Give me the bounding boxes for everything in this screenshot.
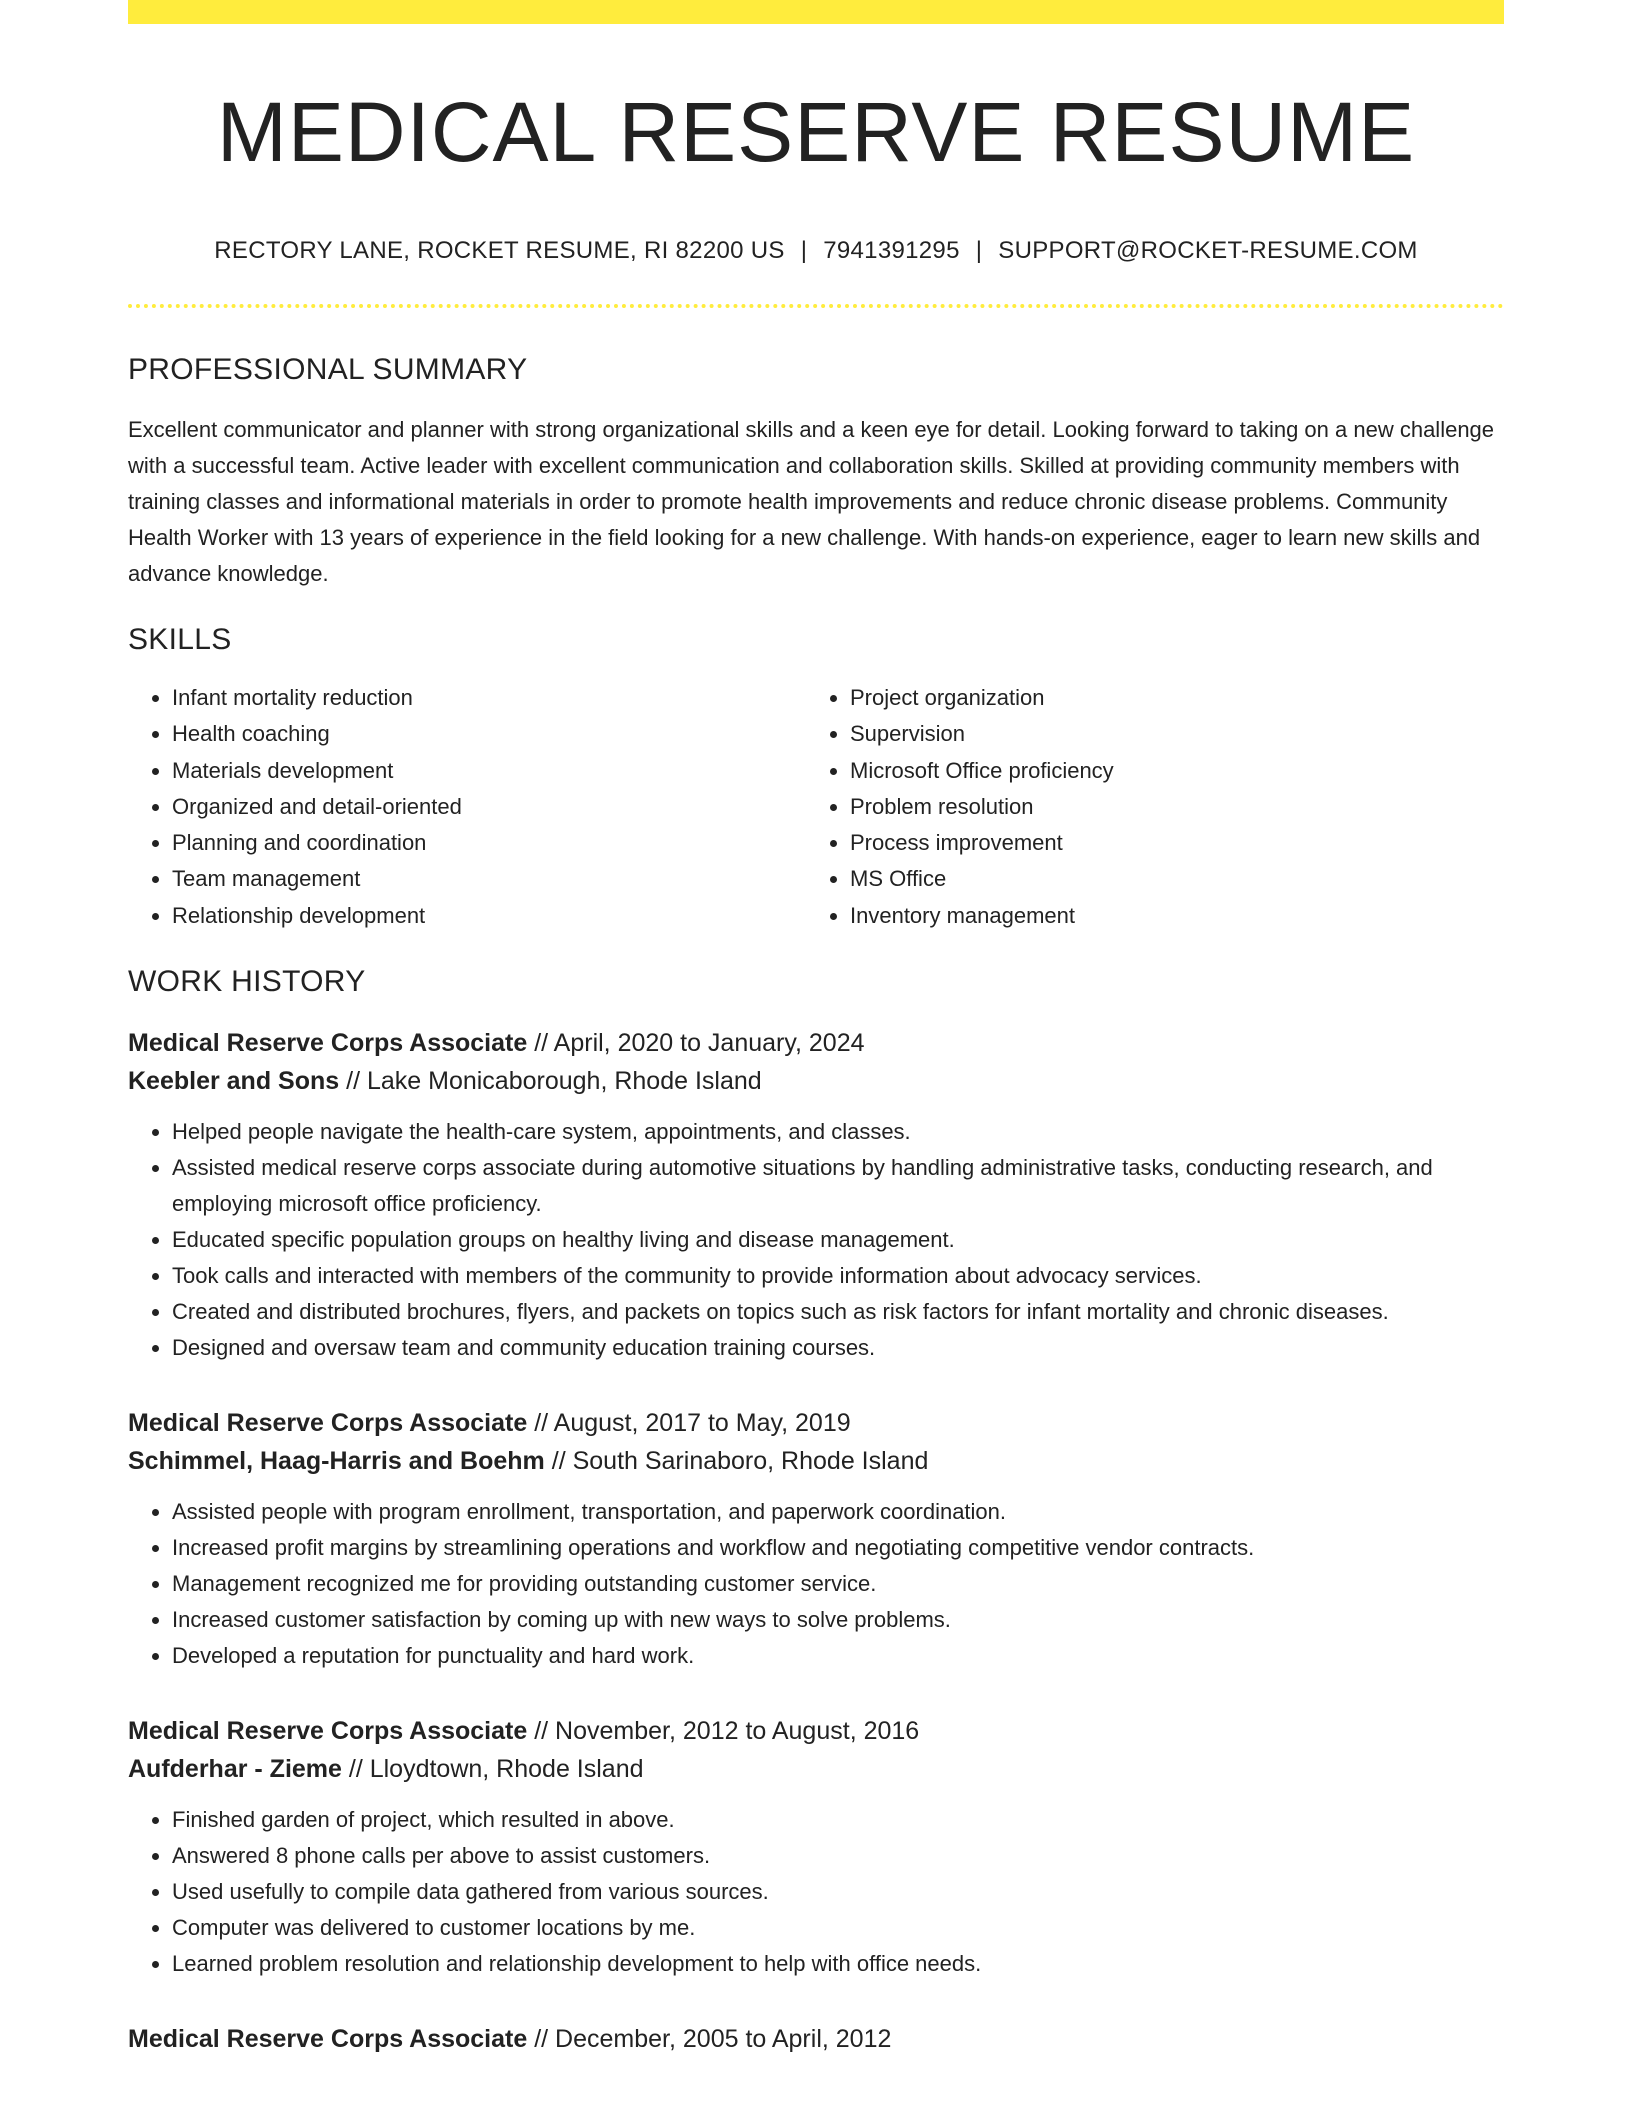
job-bullets: [128, 1494, 1504, 1674]
job-title-line: [128, 1404, 1504, 1442]
skill-item: • Materials development: [172, 753, 806, 789]
job-company-line: [128, 1062, 1504, 1100]
skill-item: • Relationship development: [172, 898, 806, 934]
email: SUPPORT@ROCKET-RESUME.COM: [998, 237, 1418, 264]
job-bullet: • Increased customer satisfaction by coming up with new ways to solve problems.: [172, 1602, 1504, 1638]
job-bullet: • Helped people navigate the health-care system, appointments, and classes.: [172, 1114, 1504, 1150]
top-accent-bar: [128, 0, 1504, 24]
skill-item: • Supervision: [850, 716, 1484, 752]
skill-item: • Infant mortality reduction: [172, 680, 806, 716]
job-bullet: • Created and distributed brochures, flyers, and packets on topics such as risk factors for infant mortality and chronic diseases.: [172, 1294, 1504, 1330]
job-title: Medical Reserve Corps Associate: [128, 2025, 528, 2054]
skill-item: • Inventory management: [850, 898, 1484, 934]
job-bullet: • Finished garden of project, which resulted in above.: [172, 1802, 1504, 1838]
job-title-line: [128, 1024, 1504, 1062]
job-bullet: • Assisted medical reserve corps associate during automotive situations by handling administrative tasks, conducting research, and employing microsoft office proficiency.: [172, 1150, 1504, 1222]
job-bullet: • Assisted people with program enrollment, transportation, and paperwork coordination.: [172, 1494, 1504, 1530]
work-history-heading: WORK HISTORY: [128, 965, 366, 999]
job-location: // Lake Monicaborough, Rhode Island: [339, 1067, 762, 1096]
skills-right-list: [806, 680, 1484, 934]
job-location: // South Sarinaboro, Rhode Island: [544, 1447, 929, 1476]
job-bullet: • Took calls and interacted with members of the community to provide information about advocacy services.: [172, 1258, 1504, 1294]
job-title-line: [128, 1712, 1504, 1750]
job-entry: [128, 1024, 1504, 1366]
job-title: Medical Reserve Corps Associate: [128, 1029, 528, 1058]
contact-separator: |: [975, 237, 983, 264]
skill-item: • Team management: [172, 861, 806, 897]
skill-item: • Planning and coordination: [172, 825, 806, 861]
dotted-divider: [128, 304, 1504, 308]
job-company-line: [128, 1750, 1504, 1788]
job-dates: // December, 2005 to April, 2012: [527, 2025, 892, 2054]
job-bullet: • Developed a reputation for punctuality and hard work.: [172, 1638, 1504, 1674]
job-dates: // April, 2020 to January, 2024: [527, 1029, 865, 1058]
job-company: Aufderhar - Zieme: [128, 1755, 342, 1784]
skills-left-list: [128, 680, 806, 934]
job-bullet: • Management recognized me for providing outstanding customer service.: [172, 1566, 1504, 1602]
resume-name: MEDICAL RESERVE RESUME: [216, 85, 1416, 179]
skill-item: • Microsoft Office proficiency: [850, 753, 1484, 789]
job-bullet: • Increased profit margins by streamlining operations and workflow and negotiating competitive vendor contracts.: [172, 1530, 1504, 1566]
skill-item: • MS Office: [850, 861, 1484, 897]
job-title-line: [128, 2020, 1504, 2058]
job-dates: // August, 2017 to May, 2019: [527, 1409, 851, 1438]
job-location: // Lloydtown, Rhode Island: [341, 1755, 644, 1784]
job-dates: // November, 2012 to August, 2016: [527, 1717, 920, 1746]
skill-item: • Problem resolution: [850, 789, 1484, 825]
job-bullet: • Answered 8 phone calls per above to assist customers.: [172, 1838, 1504, 1874]
summary-heading: PROFESSIONAL SUMMARY: [128, 353, 528, 386]
skill-item: • Project organization: [850, 680, 1484, 716]
job-company-line: [128, 1442, 1504, 1480]
skill-item: • Health coaching: [172, 716, 806, 752]
job-bullet: • Educated specific population groups on healthy living and disease management.: [172, 1222, 1504, 1258]
resume-page: [128, 0, 1504, 2112]
summary-text: Excellent communicator and planner with strong organizational skills and a keen eye for detail. Looking forward to taking on a new challenge with a successful team. Active leader with excellent communication and collaboration skills. Skilled at providing community members with training classes and informational materials in order to promote health improvements and reduce chronic disease problems. Community Health Worker with 13 years of experience in the field looking for a new challenge. With hands-on experience, eager to learn new skills and advance knowledge.: [128, 417, 1495, 586]
job-company: Schimmel, Haag-Harris and Boehm: [128, 1447, 545, 1476]
job-bullet: • Used usefully to compile data gathered from various sources.: [172, 1874, 1504, 1910]
job-bullet: • Learned problem resolution and relationship development to help with office needs.: [172, 1946, 1504, 1982]
contact-separator: |: [800, 237, 808, 264]
job-title: Medical Reserve Corps Associate: [128, 1717, 528, 1746]
job-title: Medical Reserve Corps Associate: [128, 1409, 528, 1438]
address: RECTORY LANE, ROCKET RESUME, RI 82200 US: [214, 237, 785, 264]
job-bullets: [128, 1802, 1504, 1982]
contact-line: [128, 236, 1504, 266]
skill-item: • Process improvement: [850, 825, 1484, 861]
job-entry: [128, 1712, 1504, 1982]
skills-heading: SKILLS: [128, 623, 232, 656]
job-entry: [128, 2020, 1504, 2058]
job-bullet: • Computer was delivered to customer locations by me.: [172, 1910, 1504, 1946]
job-bullet: • Designed and oversaw team and community education training courses.: [172, 1330, 1504, 1366]
skill-item: • Organized and detail-oriented: [172, 789, 806, 825]
job-bullets: [128, 1114, 1504, 1366]
phone: 7941391295: [823, 237, 960, 264]
job-entry: [128, 1404, 1504, 1674]
skills-columns: [128, 680, 1504, 934]
job-company: Keebler and Sons: [128, 1067, 340, 1096]
